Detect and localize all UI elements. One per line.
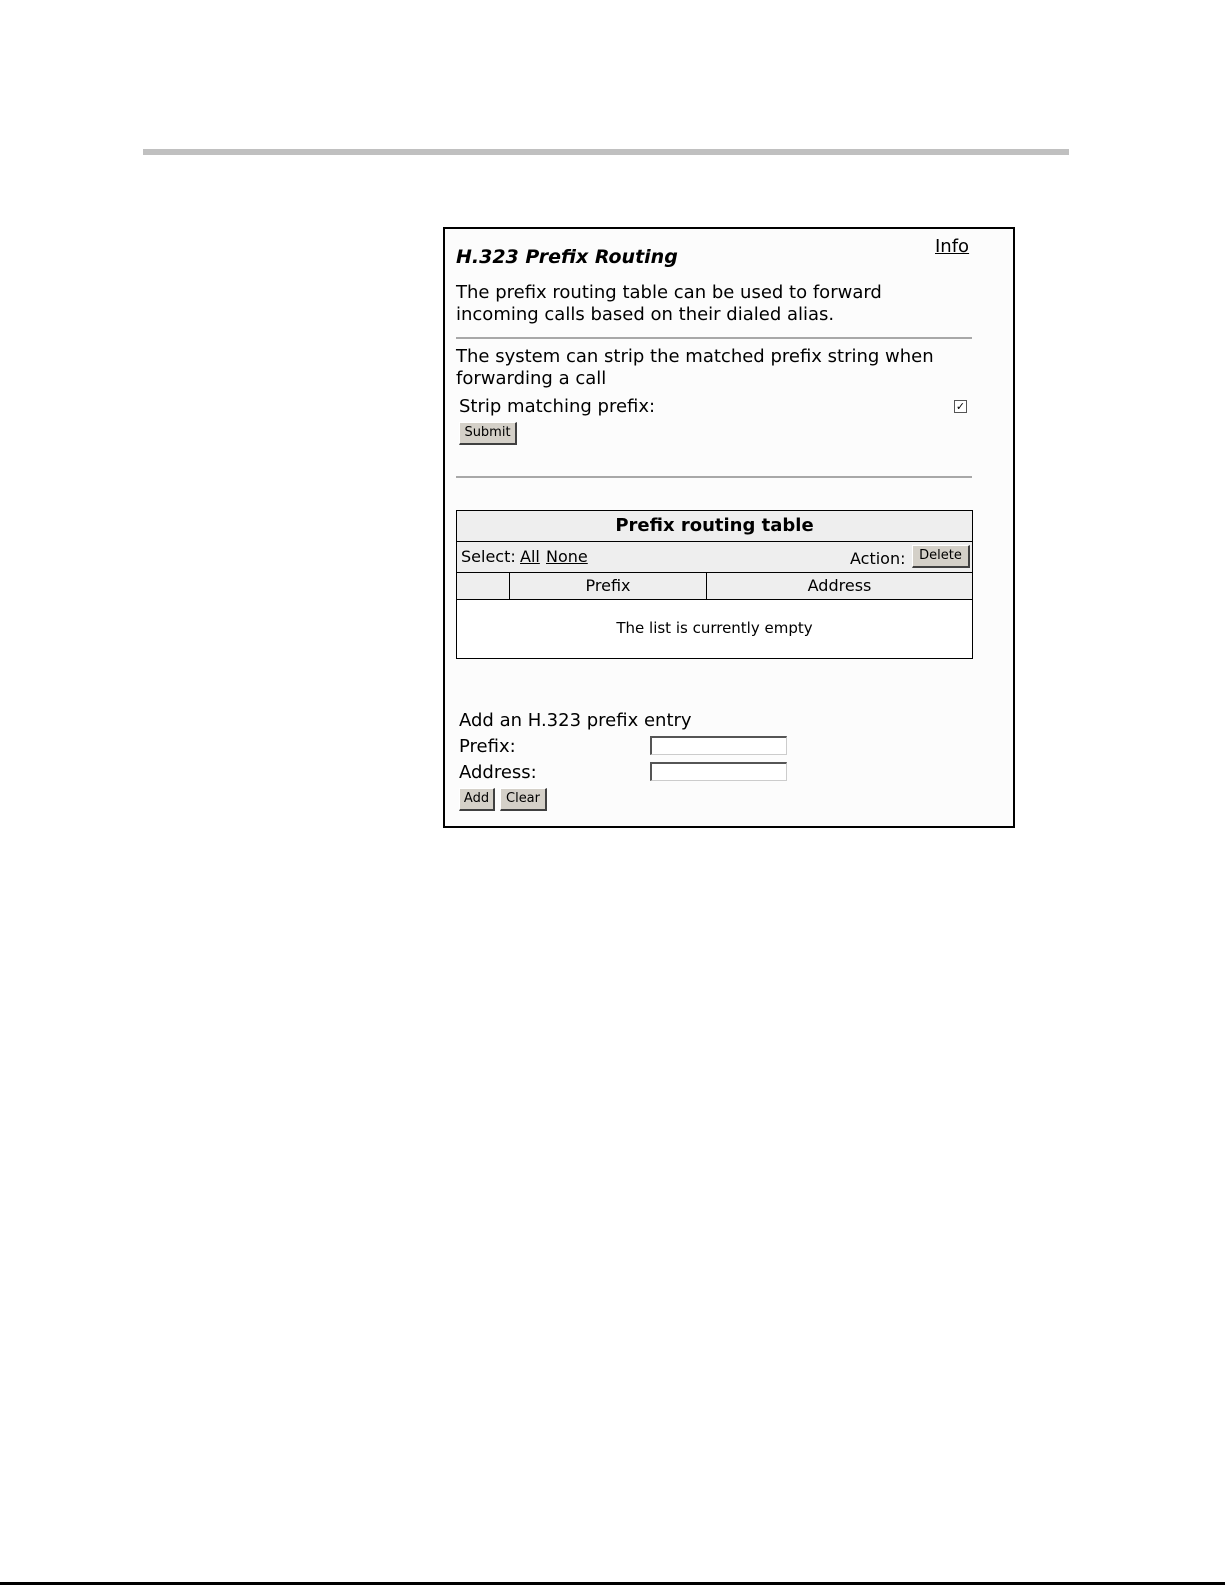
page-title: H.323 Prefix Routing	[456, 246, 678, 268]
table-title: Prefix routing table	[457, 511, 972, 542]
table-header-row	[457, 573, 972, 600]
info-link[interactable]: Info	[935, 236, 970, 257]
column-header-prefix: Prefix	[510, 573, 707, 599]
prefix-label: Prefix:	[459, 736, 516, 757]
delete-button[interactable]: Delete	[912, 545, 970, 568]
select-none-link[interactable]: None	[546, 547, 588, 566]
prefix-routing-table	[456, 510, 973, 659]
column-header-address: Address	[807, 576, 872, 595]
address-label: Address:	[459, 762, 537, 783]
select-all-link[interactable]: All	[520, 547, 540, 566]
select-label: Select:	[461, 547, 516, 566]
panel-description: The prefix routing table can be used to forward incoming calls based on their dialed alias.	[456, 282, 882, 325]
divider	[456, 337, 972, 339]
strip-prefix-label: Strip matching prefix:	[459, 396, 656, 417]
add-button[interactable]: Add	[459, 788, 495, 811]
strip-prefix-checkbox[interactable]	[954, 400, 967, 413]
table-select-bar	[457, 542, 972, 573]
check-icon: ✓	[955, 400, 966, 413]
address-input[interactable]	[650, 762, 787, 781]
column-header-select	[457, 573, 510, 599]
empty-list-message: The list is currently empty	[616, 619, 813, 637]
strip-description: The system can strip the matched prefix string when forwarding a call	[456, 346, 934, 389]
add-entry-heading: Add an H.323 prefix entry	[459, 710, 692, 731]
prefix-input[interactable]	[650, 736, 787, 755]
header-rule	[143, 149, 1069, 155]
divider	[456, 476, 972, 478]
submit-button[interactable]: Submit	[459, 422, 517, 445]
prefix-routing-panel	[443, 227, 1015, 828]
action-label: Action:	[850, 549, 906, 568]
clear-button[interactable]: Clear	[500, 788, 547, 811]
